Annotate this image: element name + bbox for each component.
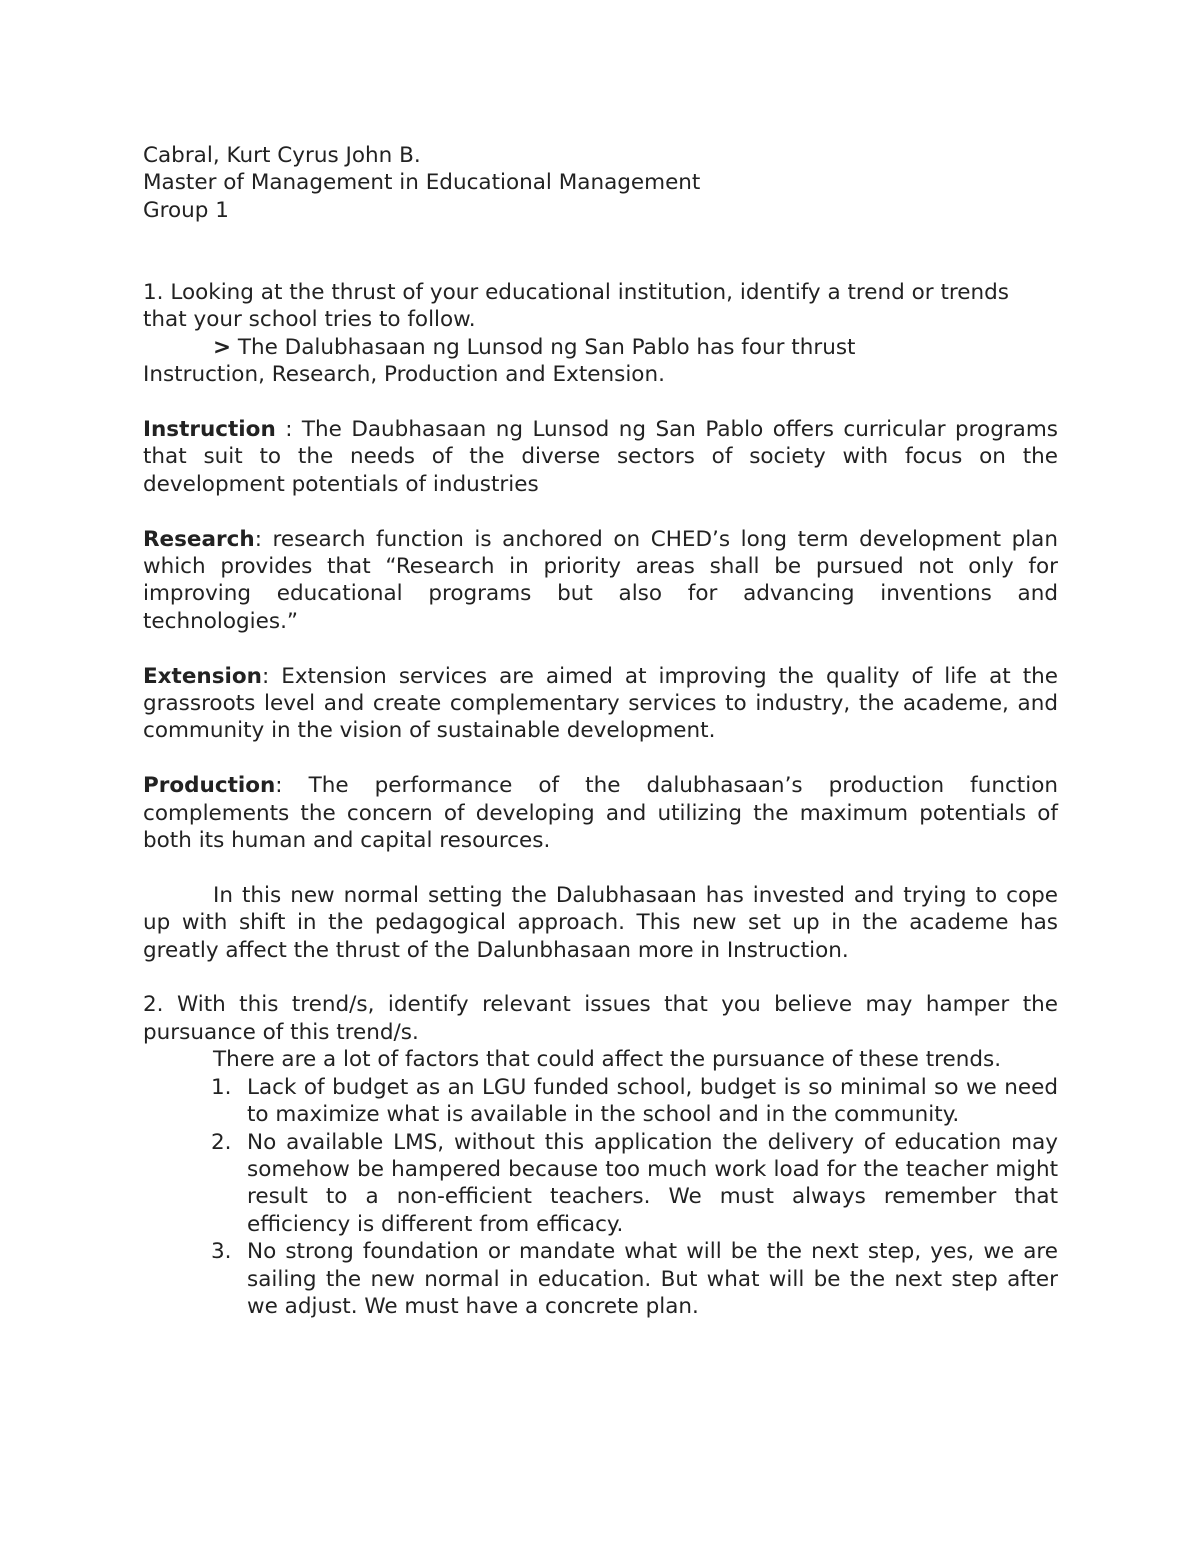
thrust-description: : The performance of the dalubhasaan’s production function complements the concern of developing and utilizing the maximum potentials of both its human and capital resources. xyxy=(143,773,1058,854)
thrust-description: : The Daubhasaan ng Lunsod ng San Pablo offers curricular programs that suit to the needs of the diverse sectors of society with focus on the development potentials of industries xyxy=(143,417,1058,497)
thrust-extension xyxy=(143,663,1058,745)
list-item-text: Lack of budget as an LGU funded school, budget is so minimal so we need to maximize what is available in the school and in the community. xyxy=(247,1074,1058,1128)
thrust-description: : Extension services are aimed at improving the quality of life at the grassroots level and create complementary services to industry, the academe, and community in the vision of sustainable development. xyxy=(143,663,1058,744)
spacer xyxy=(143,252,1058,279)
spacer xyxy=(143,854,1058,881)
question-1-answer-line-1 xyxy=(143,334,1058,361)
answer-marker: > xyxy=(213,334,232,360)
issues-list xyxy=(143,1074,1058,1321)
question-2-intro: There are a lot of factors that could affect the pursuance of these trends. xyxy=(213,1047,1002,1073)
list-item-text: No available LMS, without this application the delivery of education may somehow be hampered because too much work load for the teacher might result to a non-efficient teachers. We must always remember that efficiency is different from efficacy. xyxy=(247,1129,1058,1237)
thrust-instruction xyxy=(143,416,1058,498)
thrust-term: Research xyxy=(143,526,255,552)
thrust-production xyxy=(143,772,1058,854)
list-item xyxy=(211,1074,1058,1129)
thrust-description: : research function is anchored on CHED’s long term development plan which provides that “Research in priority areas shall be pursued not only for improving educational programs but also for advancing inventions and technologies.” xyxy=(143,526,1058,634)
list-item xyxy=(211,1238,1058,1320)
spacer xyxy=(143,389,1058,416)
thrust-term: Extension xyxy=(143,663,262,689)
spacer xyxy=(143,635,1058,662)
list-item-text: No strong foundation or mandate what will be the next step, yes, we are sailing the new normal in education. But what will be the next step after we adjust. We must have a concrete plan. xyxy=(247,1239,1058,1319)
question-1-answer-line-2: Instruction, Research, Production and Extension. xyxy=(143,362,665,388)
question-2-prompt: 2. With this trend/s, identify relevant issues that you believe may hamper the pursuance of this trend/s. xyxy=(143,992,1058,1045)
thrust-research xyxy=(143,526,1058,636)
thrust-term: Instruction xyxy=(143,417,276,443)
spacer xyxy=(143,498,1058,525)
spacer xyxy=(143,745,1058,772)
spacer xyxy=(143,964,1058,991)
group-label: Group 1 xyxy=(143,197,229,223)
new-normal-paragraph: In this new normal setting the Dalubhasaan has invested and trying to cope up with shift in the pedagogical approach. This new set up in the academe has greatly affect the thrust of the Dalunbhasaan more in Instruction. xyxy=(143,882,1058,963)
list-item xyxy=(211,1129,1058,1239)
spacer xyxy=(143,224,1058,251)
program-name: Master of Management in Educational Management xyxy=(143,170,701,196)
question-1-prompt: 1. Looking at the thrust of your educational institution, identify a trend or trends that your school tries to follow. xyxy=(143,280,1009,333)
author-name: Cabral, Kurt Cyrus John B. xyxy=(143,143,421,168)
document-page xyxy=(143,142,1058,1320)
list-item-number: 3. xyxy=(211,1239,232,1265)
answer-text: The Dalubhasaan ng Lunsod ng San Pablo has four thrust xyxy=(231,334,856,360)
list-item-number: 2. xyxy=(211,1129,232,1155)
thrust-term: Production xyxy=(143,773,276,799)
list-item-number: 1. xyxy=(211,1074,232,1100)
